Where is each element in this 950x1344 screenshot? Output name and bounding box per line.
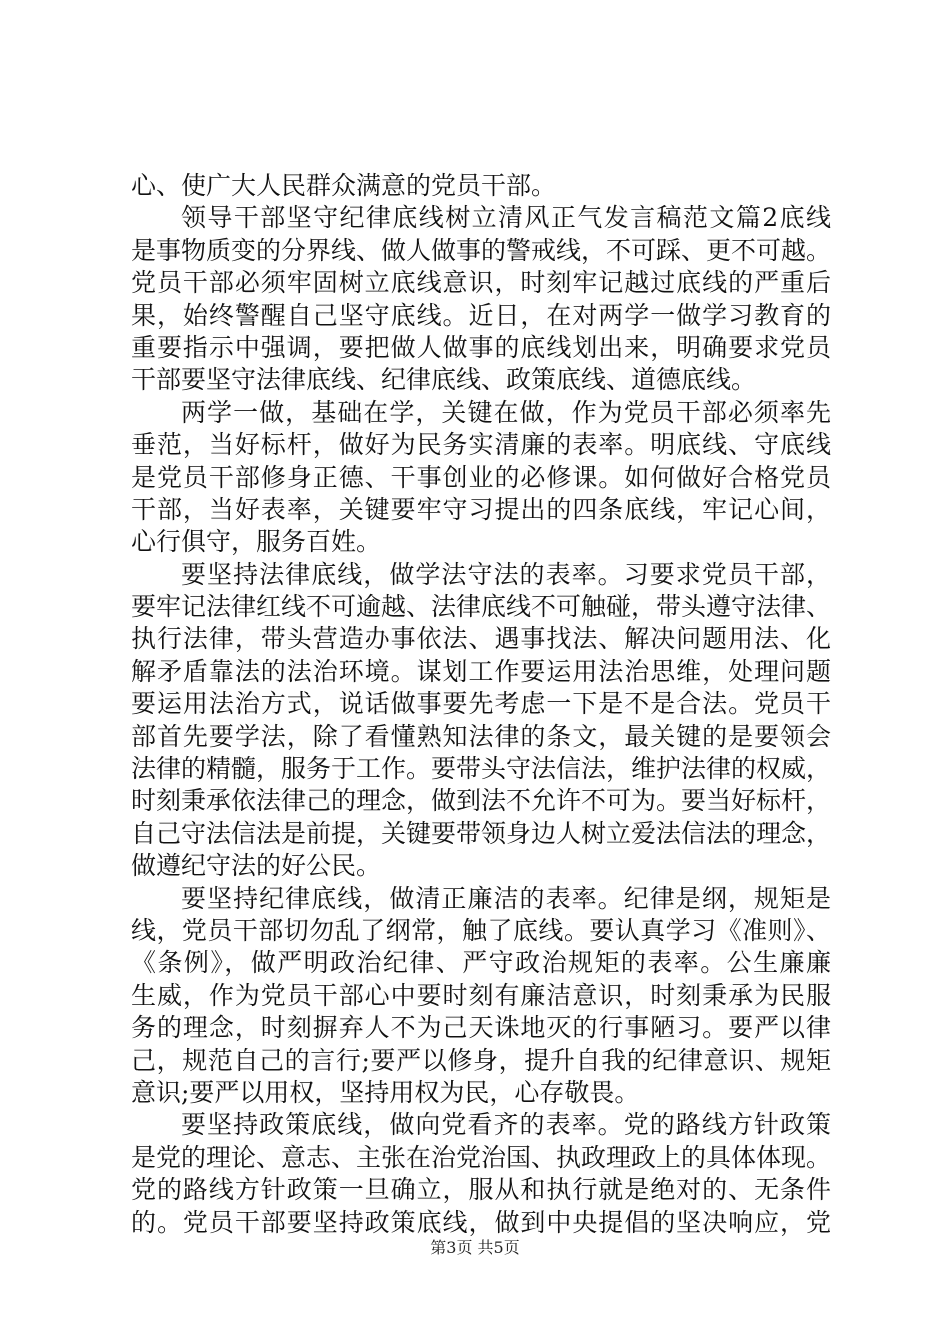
text-line: 要运用法治方式，说话做事要先考虑一下是不是合法。党员干 <box>131 689 831 719</box>
text-line: 《条例》，做严明政治纪律、严守政治规矩的表率。公生廉廉 <box>131 948 831 978</box>
text-line: 果，始终警醒自己坚守底线。近日，在对两学一做学习教育的 <box>131 300 831 330</box>
text-line: 生威，作为党员干部心中要时刻有廉洁意识，时刻秉承为民服 <box>131 980 831 1010</box>
text-line: 法律的精髓，服务于工作。要带头守法信法，维护法律的权威， <box>131 754 832 784</box>
text-line: 意识;要严以用权，坚持用权为民，心存敬畏。 <box>131 1077 640 1107</box>
text-line: 要坚持政策底线，做向党看齐的表率。党的路线方针政策 <box>181 1110 831 1140</box>
text-line: 两学一做，基础在学，关键在做，作为党员干部必须率先 <box>181 397 831 427</box>
text-line: 党员干部必须牢固树立底线意识，时刻牢记越过底线的严重后 <box>131 268 831 298</box>
text-line: 要坚持纪律底线，做清正廉洁的表率。纪律是纲，规矩是 <box>181 883 831 913</box>
page-footer: 第3页 共5页 <box>430 1238 520 1257</box>
document-body <box>131 170 831 1239</box>
text-line: 重要指示中强调，要把做人做事的底线划出来，明确要求党员 <box>131 332 831 362</box>
text-line: 干部要坚守法律底线、纪律底线、政策底线、道德底线。 <box>131 365 757 395</box>
text-line: 垂范，当好标杆，做好为民务实清廉的表率。明底线、守底线 <box>131 430 831 460</box>
text-line: 部首先要学法，除了看懂熟知法律的条文，最关键的是要领会 <box>131 721 831 751</box>
text-line: 解矛盾靠法的法治环境。谋划工作要运用法治思维，处理问题 <box>131 656 831 686</box>
text-line: 心行俱守，服务百姓。 <box>131 527 382 557</box>
text-line: 执行法律，带头营造办事依法、遇事找法、解决问题用法、化 <box>131 624 831 654</box>
text-line: 领导干部坚守纪律底线树立清风正气发言稿范文篇2底线 <box>181 203 831 233</box>
text-line: 线，党员干部切勿乱了纲常，触了底线。要认真学习《准则》、 <box>131 915 831 945</box>
text-line: 要牢记法律红线不可逾越、法律底线不可触碰，带头遵守法律、 <box>131 592 832 622</box>
text-line: 自己守法信法是前提，关键要带领身边人树立爱法信法的理念， <box>131 818 832 848</box>
text-line: 干部，当好表率，关键要牢守习提出的四条底线，牢记心间， <box>131 494 831 524</box>
text-line: 做遵纪守法的好公民。 <box>131 851 382 881</box>
text-line: 是党的理论、意志、主张在治党治国、执政理政上的具体体现。 <box>131 1142 832 1172</box>
text-line: 是党员干部修身正德、干事创业的必修课。如何做好合格党员 <box>131 462 831 492</box>
text-line: 是事物质变的分界线、做人做事的警戒线，不可踩、更不可越。 <box>131 235 832 265</box>
text-line: 要坚持法律底线，做学法守法的表率。习要求党员干部， <box>181 559 831 589</box>
text-line: 己，规范自己的言行;要严以修身，提升自我的纪律意识、规矩 <box>131 1045 831 1075</box>
text-line: 时刻秉承依法律己的理念，做到法不允许不可为。要当好标杆， <box>131 786 832 816</box>
text-line: 务的理念，时刻摒弃人不为己天诛地灭的行事陋习。要严以律 <box>131 1013 831 1043</box>
text-line: 党的路线方针政策一旦确立，服从和执行就是绝对的、无条件 <box>131 1175 831 1205</box>
text-line: 的。党员干部要坚持政策底线，做到中央提倡的坚决响应，党 <box>131 1207 831 1237</box>
text-line: 心、使广大人民群众满意的党员干部。 <box>131 171 557 200</box>
